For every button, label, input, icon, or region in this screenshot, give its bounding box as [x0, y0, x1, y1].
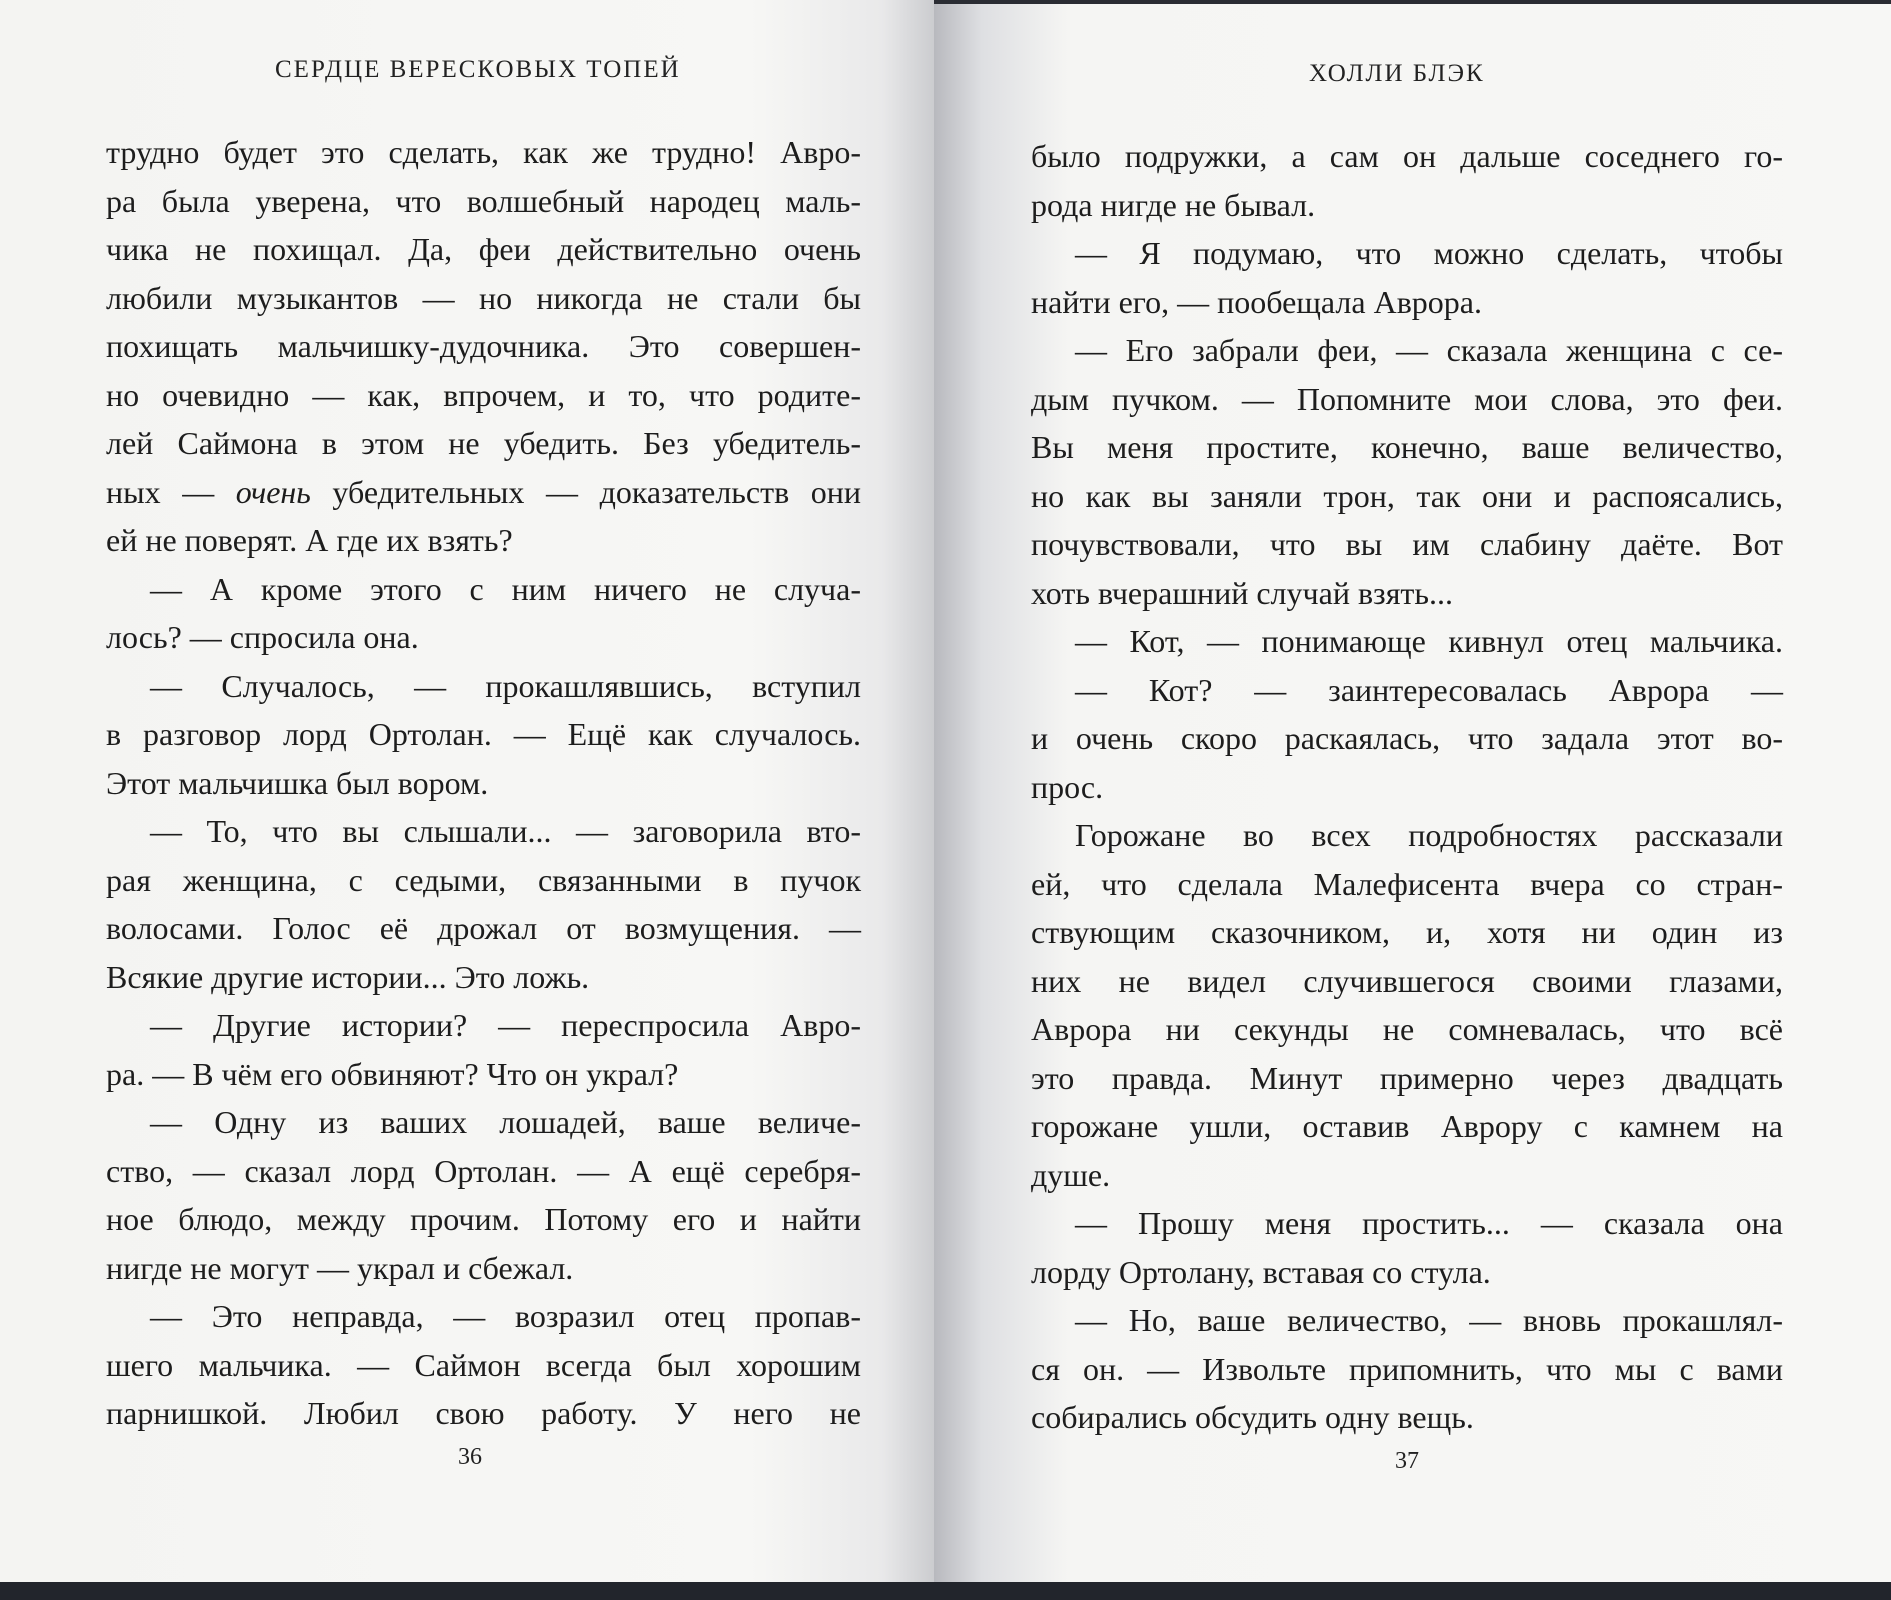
text-line: и очень скоро раскаялась, что задала этот во-	[1031, 720, 1783, 756]
text-line: — То, что вы слышали... — заговорила вто-	[150, 813, 861, 849]
text-line: — Прошу меня простить... — сказала она	[1075, 1205, 1783, 1241]
text-line: — Я подумаю, что можно сделать, чтобы	[1075, 235, 1783, 271]
text-line: — Случалось, — прокашлявшись, вступил	[150, 667, 861, 704]
page-number-right: 37	[1395, 1448, 1419, 1474]
text-fragment: ных —	[106, 473, 236, 510]
left-page	[0, 0, 938, 1600]
text-line: трудно будет это сделать, как же трудно! Авро-	[106, 134, 861, 170]
text-line	[106, 468, 861, 517]
text-line: душе.	[1031, 1156, 1111, 1193]
text-line: Горожане во всех подробностях рассказали	[1075, 817, 1783, 853]
text-line: в разговор лорд Ортолан. — Ещё как случалось.	[106, 716, 861, 752]
text-line: — Кот? — заинтересовалась Аврора —	[1075, 671, 1783, 708]
text-line: похищать мальчишку-дудочника. Это совершен-	[106, 328, 861, 364]
text-line: волосами. Голос её дрожал от возмущения. —	[106, 910, 861, 946]
text-line: парнишкой. Любил свою работу. У него не	[106, 1395, 861, 1431]
text-line: лось? — спросила она.	[106, 619, 419, 655]
text-line: — Кот, — понимающе кивнул отец мальчика.	[1075, 623, 1783, 659]
right-page-text	[1031, 132, 1783, 1442]
text-line: лорду Ортолану, вставая со стула.	[1031, 1253, 1491, 1290]
scan-bottom-edge	[0, 1582, 1891, 1600]
text-line: ей не поверят. А где их взять?	[106, 522, 513, 558]
text-line: — Другие истории? — переспросила Авро-	[150, 1007, 861, 1043]
text-line: ствующим сказочником, и, хотя ни один из	[1031, 914, 1783, 950]
italic-emphasis: очень	[235, 473, 311, 510]
text-line: шего мальчика. — Саймон всегда был хорошим	[106, 1346, 861, 1383]
text-line: ное блюдо, между прочим. Потому его и найти	[106, 1201, 861, 1237]
page-number-left: 36	[458, 1444, 482, 1470]
text-line: Этот мальчишка был вором.	[106, 764, 489, 801]
text-line: чика не похищал. Да, феи действительно очень	[106, 231, 861, 267]
running-head-right: ХОЛЛИ БЛЭК	[1309, 60, 1485, 87]
text-line: — Его забрали феи, — сказала женщина с се-	[1075, 332, 1783, 368]
text-line: но очевидно — как, впрочем, и то, что родите-	[106, 376, 861, 413]
text-line: почувствовали, что вы им слабину даёте. Вот	[1031, 526, 1783, 562]
text-line: — А кроме этого с ним ничего не случа-	[150, 570, 861, 607]
text-line: нигде не могут — украл и сбежал.	[106, 1249, 574, 1286]
text-line: — Это неправда, — возразил отец пропав-	[150, 1298, 861, 1334]
text-line: Вы меня простите, конечно, ваше величество,	[1031, 429, 1783, 465]
text-line: но как вы заняли трон, так они и распоясались,	[1031, 477, 1783, 514]
right-page	[934, 0, 1891, 1600]
text-line: это правда. Минут примерно через двадцать	[1031, 1059, 1783, 1096]
text-line: рода нигде не бывал.	[1031, 186, 1316, 223]
text-line: Аврора ни секунды не сомневалась, что всё	[1031, 1011, 1783, 1047]
text-line: них не видел случившегося своими глазами,	[1031, 962, 1783, 999]
text-line: любили музыкантов — но никогда не стали бы	[106, 279, 861, 316]
running-head-left: СЕРДЦЕ ВЕРЕСКОВЫХ ТОПЕЙ	[275, 56, 681, 83]
text-line: — Одну из ваших лошадей, ваше величе-	[150, 1104, 861, 1140]
text-line: ство, — сказал лорд Ортолан. — А ещё серебря-	[106, 1152, 861, 1189]
text-line: найти его, — пообещала Аврора.	[1031, 283, 1482, 320]
text-fragment: убедительных — доказательств они	[310, 473, 862, 510]
text-line: ра была уверена, что волшебный народец маль-	[106, 182, 861, 219]
text-line: — Но, ваше величество, — вновь прокашлял-	[1075, 1302, 1783, 1338]
text-line: собирались обсудить одну вещь.	[1031, 1399, 1474, 1435]
text-line: ра. — В чём его обвиняют? Что он украл?	[106, 1055, 679, 1092]
text-line: рая женщина, с седыми, связанными в пучок	[106, 861, 861, 898]
text-line: горожане ушли, оставив Аврору с камнем на	[1031, 1108, 1783, 1144]
text-line: прос.	[1031, 768, 1104, 805]
text-line: Всякие другие истории... Это ложь.	[106, 958, 590, 995]
text-line: ей, что сделала Малефисента вчера со стран-	[1031, 865, 1783, 902]
left-page-text	[106, 128, 861, 1438]
text-line: дым пучком. — Попомните мои слова, это феи.	[1031, 380, 1783, 417]
text-line: ся он. — Извольте припомнить, что мы с вами	[1031, 1350, 1783, 1387]
text-line: было подружки, а сам он дальше соседнего го-	[1031, 138, 1783, 174]
text-line: лей Саймона в этом не убедить. Без убедитель-	[106, 425, 861, 461]
text-line: хоть вчерашний случай взять...	[1031, 574, 1453, 611]
